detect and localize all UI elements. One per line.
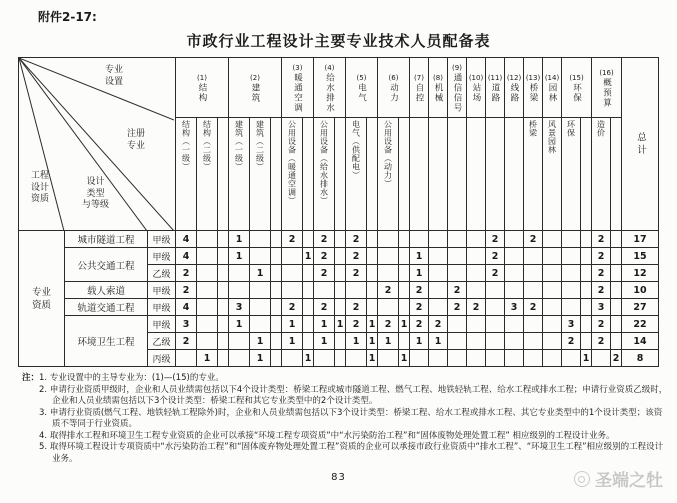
data-cell: [505, 316, 524, 333]
data-cell: 1: [335, 316, 346, 333]
data-cell: [229, 265, 250, 282]
sub-header-8: [303, 118, 314, 231]
data-cell: [367, 282, 378, 299]
data-cell: [314, 282, 335, 299]
data-cell: [282, 282, 303, 299]
row-group-label: 轨道交通工程: [65, 299, 148, 316]
data-cell: 1: [399, 350, 410, 367]
data-cell: 2: [611, 350, 622, 367]
sub-header-11: 电气（供配电）: [346, 118, 367, 231]
data-cell: [562, 282, 581, 299]
section-header-16: (16) 概预算: [592, 58, 622, 118]
data-cell: [367, 231, 378, 248]
data-cell: [486, 282, 505, 299]
data-cell: 1: [429, 333, 448, 350]
data-cell: [486, 333, 505, 350]
sub-header-13: 公用设备（动力）: [378, 118, 399, 231]
data-cell: [197, 231, 218, 248]
section-header-1: (1) 结构: [176, 58, 229, 118]
data-cell: 1: [367, 350, 378, 367]
data-cell: 2: [592, 316, 611, 333]
data-cell: [378, 299, 399, 316]
data-cell: 1: [229, 248, 250, 265]
data-cell: 2: [486, 248, 505, 265]
data-cell: [303, 316, 314, 333]
data-cell: [592, 350, 611, 367]
corner-label-design-qualification: 工程 设计 资质: [31, 171, 50, 204]
note-item: 4. 取得排水工程和环境卫生工程专业资质的企业可以承接“环境工程专项资质”中“水污染防治工程”和“固体废物处理处置工程” 相应级别的工程设计业务。: [39, 430, 615, 441]
corner-label-specialty-setup: 专业 设置: [105, 65, 124, 87]
row-grade: 甲级: [148, 231, 176, 248]
sub-header-9: 公用设备（给水排水）: [314, 118, 335, 231]
data-cell: 3: [592, 299, 611, 316]
data-cell: 4: [176, 248, 197, 265]
data-cell: [543, 248, 562, 265]
row-grade: 乙级: [148, 333, 176, 350]
row-total-cell: 8: [622, 350, 659, 367]
data-cell: [524, 248, 543, 265]
data-cell: [543, 299, 562, 316]
data-cell: [524, 265, 543, 282]
data-cell: [611, 316, 622, 333]
data-cell: 1: [399, 316, 410, 333]
watermark: [574, 466, 663, 491]
data-cell: [250, 231, 271, 248]
section-header-4: (4) 给水排水: [314, 58, 346, 118]
data-cell: 1: [410, 265, 429, 282]
sub-header-18: [467, 118, 486, 231]
sub-header-7: 公用设备（暖通空调）: [282, 118, 303, 231]
data-cell: [271, 231, 282, 248]
data-cell: [543, 333, 562, 350]
row-grade: 甲级: [148, 282, 176, 299]
col-total-header: 总计: [622, 58, 659, 231]
data-cell: 2: [410, 299, 429, 316]
data-cell: [543, 265, 562, 282]
data-cell: [524, 316, 543, 333]
note-item: 1. 专业设置中的主导专业为：(1)—(15)的专业。: [39, 373, 224, 383]
sub-header-3: [218, 118, 229, 231]
data-cell: [271, 248, 282, 265]
data-cell: [581, 282, 592, 299]
data-cell: 2: [346, 248, 367, 265]
data-cell: 2: [176, 265, 197, 282]
sub-header-19: [486, 118, 505, 231]
data-cell: 1: [410, 248, 429, 265]
data-cell: [229, 333, 250, 350]
data-cell: [524, 333, 543, 350]
notes-label: 注：: [22, 373, 40, 383]
data-cell: 1: [197, 350, 218, 367]
data-cell: 2: [592, 231, 611, 248]
data-cell: [505, 265, 524, 282]
row-grade: 丙级: [148, 350, 176, 367]
data-cell: 2: [448, 282, 467, 299]
data-cell: [581, 316, 592, 333]
corner-label-design-type-grade: 设计 类型 与等级: [82, 177, 110, 210]
data-cell: 1: [303, 350, 314, 367]
row-group-label: 环境卫生工程: [65, 316, 148, 367]
data-cell: 2: [282, 231, 303, 248]
data-cell: [218, 248, 229, 265]
data-cell: 2: [410, 316, 429, 333]
sub-header-25: 造价: [592, 118, 611, 231]
data-cell: [218, 231, 229, 248]
data-cell: [581, 265, 592, 282]
data-cell: [335, 248, 346, 265]
row-total-cell: 27: [622, 299, 659, 316]
data-cell: 3: [562, 316, 581, 333]
data-cell: 2: [486, 231, 505, 248]
data-cell: [562, 299, 581, 316]
data-cell: 1: [314, 316, 335, 333]
data-cell: [303, 265, 314, 282]
data-cell: [314, 350, 335, 367]
data-cell: 2: [378, 316, 399, 333]
data-cell: 2: [314, 248, 335, 265]
note-item: 2. 申请行业资质甲级时，企业和人员业绩需包括以下4个设计类型：桥梁工程或城市隧道工程、燃气工程、地铁轻轨工程、给水工程或排水工程；申请行业资质乙级时，企业和人员业绩需包括以下3个设计类型：桥梁工程和其它专业类型中的2个设计类型。: [39, 384, 668, 406]
sub-header-1: 结构（一级）: [176, 118, 197, 231]
row-grade: 甲级: [148, 316, 176, 333]
sub-header-23: 环保: [562, 118, 581, 231]
data-cell: 1: [282, 316, 303, 333]
sub-header-17: [448, 118, 467, 231]
section-header-13: (13) 桥梁: [524, 58, 543, 118]
data-cell: [486, 350, 505, 367]
section-header-15: (15) 环保: [562, 58, 592, 118]
data-cell: [543, 282, 562, 299]
sub-header-5: 建筑（二级）: [250, 118, 271, 231]
data-cell: [250, 282, 271, 299]
row-total-cell: 15: [622, 248, 659, 265]
data-cell: [467, 316, 486, 333]
note-list: [39, 373, 670, 465]
section-header-9: (9) 通信信号: [448, 58, 467, 118]
data-cell: [399, 333, 410, 350]
data-cell: [271, 282, 282, 299]
data-cell: [303, 299, 314, 316]
data-cell: [448, 350, 467, 367]
sub-header-22: 风景园林: [543, 118, 562, 231]
data-cell: [399, 265, 410, 282]
data-cell: [218, 350, 229, 367]
data-cell: [448, 231, 467, 248]
data-cell: [218, 316, 229, 333]
sub-header-14: [399, 118, 410, 231]
data-cell: [197, 333, 218, 350]
data-cell: [448, 316, 467, 333]
data-cell: 2: [346, 299, 367, 316]
data-cell: 1: [229, 316, 250, 333]
data-cell: [197, 282, 218, 299]
data-cell: [543, 350, 562, 367]
row-grade: 甲级: [148, 248, 176, 265]
data-cell: 1: [410, 333, 429, 350]
data-cell: 1: [250, 265, 271, 282]
data-cell: [505, 350, 524, 367]
data-cell: [271, 350, 282, 367]
data-cell: 3: [229, 299, 250, 316]
data-cell: [197, 316, 218, 333]
data-cell: 2: [346, 231, 367, 248]
data-cell: [303, 333, 314, 350]
section-header-5: (5) 电气: [346, 58, 378, 118]
data-cell: [543, 316, 562, 333]
data-cell: 1: [303, 248, 314, 265]
section-header-12: (12) 线路: [505, 58, 524, 118]
data-cell: [335, 299, 346, 316]
data-cell: [378, 231, 399, 248]
data-cell: [429, 299, 448, 316]
data-cell: 1: [367, 333, 378, 350]
row-total-cell: 22: [622, 316, 659, 333]
row-total-cell: 14: [622, 333, 659, 350]
data-cell: [282, 265, 303, 282]
data-cell: 2: [176, 333, 197, 350]
data-cell: 2: [524, 299, 543, 316]
row-group-label: 城市隧道工程: [65, 231, 148, 248]
sub-header-20: [505, 118, 524, 231]
data-cell: 4: [176, 231, 197, 248]
page-title: 市政行业工程设计主要专业技术人员配备表: [186, 32, 491, 50]
watermark-logo-icon: [574, 471, 590, 487]
section-header-2: (2) 建筑: [229, 58, 282, 118]
data-cell: 1: [367, 316, 378, 333]
data-cell: 2: [592, 248, 611, 265]
sub-header-16: [429, 118, 448, 231]
sub-header-6: [271, 118, 282, 231]
data-cell: [524, 282, 543, 299]
data-cell: 2: [467, 299, 486, 316]
data-cell: 1: [581, 350, 592, 367]
data-cell: [581, 333, 592, 350]
data-cell: [581, 231, 592, 248]
sub-header-2: 结构（二级）: [197, 118, 218, 231]
section-header-11: (11) 道路: [486, 58, 505, 118]
corner-label-registered-specialty: 注册 专业: [127, 129, 146, 151]
data-cell: [448, 248, 467, 265]
row-total-cell: 10: [622, 282, 659, 299]
data-cell: 1: [282, 333, 303, 350]
data-cell: [367, 265, 378, 282]
data-cell: [218, 299, 229, 316]
attachment-label: 附件2-17:: [38, 10, 97, 24]
data-cell: 2: [562, 333, 581, 350]
data-cell: [611, 248, 622, 265]
data-cell: [486, 316, 505, 333]
data-cell: [250, 316, 271, 333]
sub-header-24: [581, 118, 592, 231]
data-cell: [218, 333, 229, 350]
data-cell: [399, 231, 410, 248]
data-cell: [611, 333, 622, 350]
data-cell: [524, 350, 543, 367]
data-cell: [346, 282, 367, 299]
data-cell: 2: [314, 265, 335, 282]
data-cell: 2: [486, 265, 505, 282]
row-group-label: 公共交通工程: [65, 248, 148, 282]
sub-header-21: 桥梁: [524, 118, 543, 231]
data-cell: 2: [314, 299, 335, 316]
data-cell: [250, 299, 271, 316]
section-header-7: (7) 自控: [410, 58, 429, 118]
data-cell: [429, 248, 448, 265]
data-cell: [271, 333, 282, 350]
data-cell: [562, 265, 581, 282]
data-cell: [399, 282, 410, 299]
row-total-cell: 12: [622, 265, 659, 282]
data-cell: 1: [314, 333, 335, 350]
section-header-6: (6) 动力: [378, 58, 410, 118]
data-cell: [429, 282, 448, 299]
data-cell: [197, 248, 218, 265]
data-cell: 2: [429, 316, 448, 333]
data-cell: [229, 282, 250, 299]
data-cell: [410, 350, 429, 367]
data-cell: 2: [592, 265, 611, 282]
data-cell: [429, 350, 448, 367]
data-cell: [467, 248, 486, 265]
data-cell: [399, 299, 410, 316]
data-cell: [467, 265, 486, 282]
data-cell: [367, 248, 378, 265]
data-cell: 4: [176, 299, 197, 316]
data-cell: 2: [592, 282, 611, 299]
data-cell: [467, 333, 486, 350]
sub-header-4: 建筑（一级）: [229, 118, 250, 231]
data-cell: 2: [524, 231, 543, 248]
data-cell: [176, 350, 197, 367]
sub-header-15: [410, 118, 429, 231]
section-header-3: (3) 暖通空调: [282, 58, 314, 118]
data-cell: [611, 231, 622, 248]
sub-header-10: [335, 118, 346, 231]
data-cell: [448, 265, 467, 282]
data-cell: 3: [176, 316, 197, 333]
data-cell: 3: [505, 299, 524, 316]
data-cell: [581, 299, 592, 316]
data-cell: [505, 333, 524, 350]
data-cell: [611, 299, 622, 316]
data-cell: [282, 350, 303, 367]
data-cell: 1: [250, 333, 271, 350]
data-cell: [229, 350, 250, 367]
data-cell: [303, 282, 314, 299]
watermark-text: 圣端之牡: [595, 471, 663, 491]
data-cell: [429, 265, 448, 282]
data-cell: 2: [176, 282, 197, 299]
data-cell: 1: [250, 350, 271, 367]
data-cell: [335, 231, 346, 248]
data-cell: [335, 333, 346, 350]
data-cell: [429, 231, 448, 248]
data-cell: [543, 231, 562, 248]
data-cell: 1: [346, 333, 367, 350]
data-cell: [367, 299, 378, 316]
section-header-14: (14) 园林: [543, 58, 562, 118]
data-cell: [218, 282, 229, 299]
data-cell: [467, 350, 486, 367]
data-cell: [378, 265, 399, 282]
personnel-allocation-table: [18, 57, 659, 367]
data-cell: [271, 299, 282, 316]
data-cell: 2: [314, 231, 335, 248]
data-cell: 2: [448, 299, 467, 316]
data-cell: [335, 282, 346, 299]
row-grade: 甲级: [148, 299, 176, 316]
data-cell: 2: [346, 265, 367, 282]
data-cell: [271, 265, 282, 282]
note-item: 5. 取得环境工程设计专项资质中“水污染防治工程”和“固体废弃物处理处置工程”资质的企业可以承接市政行业资质中“排水工程”、“环境卫生工程”相应级别的工程设计业务。: [39, 442, 664, 464]
data-cell: [197, 265, 218, 282]
data-cell: [303, 231, 314, 248]
data-cell: [562, 231, 581, 248]
data-cell: [346, 350, 367, 367]
page-number: 83: [331, 472, 346, 483]
data-cell: [378, 248, 399, 265]
data-cell: [505, 248, 524, 265]
data-cell: [335, 350, 346, 367]
note-item: 3. 申请行业资质(燃气工程、地铁轻轨工程除外)时，企业和人员业绩需包括以下3个设计类型：桥梁工程、给水工程或排水工程、其它专业类型中的1个设计类型；该资质不等同于行业资质。: [39, 407, 663, 429]
data-cell: [197, 299, 218, 316]
data-cell: [410, 231, 429, 248]
row-total-cell: 17: [622, 231, 659, 248]
sub-header-26: [611, 118, 622, 231]
data-cell: 2: [346, 316, 367, 333]
data-cell: [562, 248, 581, 265]
data-cell: [448, 333, 467, 350]
data-cell: 1: [229, 231, 250, 248]
data-cell: [218, 265, 229, 282]
data-cell: [378, 350, 399, 367]
data-cell: [611, 282, 622, 299]
data-cell: [562, 350, 581, 367]
corner-header-cell: [19, 58, 176, 231]
data-cell: 1: [378, 333, 399, 350]
section-header-10: (10) 站场: [467, 58, 486, 118]
data-cell: [282, 248, 303, 265]
data-cell: [335, 265, 346, 282]
qualification-label: 专业 资质: [19, 231, 65, 367]
data-cell: [467, 282, 486, 299]
notes: [22, 373, 670, 465]
data-cell: [399, 248, 410, 265]
data-cell: [505, 231, 524, 248]
data-cell: [467, 231, 486, 248]
data-cell: [486, 299, 505, 316]
data-cell: 2: [410, 282, 429, 299]
data-cell: [581, 248, 592, 265]
row-group-label: 载人索道: [65, 282, 148, 299]
data-cell: 2: [378, 282, 399, 299]
data-cell: 2: [282, 299, 303, 316]
data-cell: [611, 265, 622, 282]
data-cell: 2: [592, 333, 611, 350]
data-cell: [271, 316, 282, 333]
row-grade: 乙级: [148, 265, 176, 282]
sub-header-12: [367, 118, 378, 231]
data-cell: [505, 282, 524, 299]
data-cell: [250, 248, 271, 265]
section-header-8: (8) 机械: [429, 58, 448, 118]
